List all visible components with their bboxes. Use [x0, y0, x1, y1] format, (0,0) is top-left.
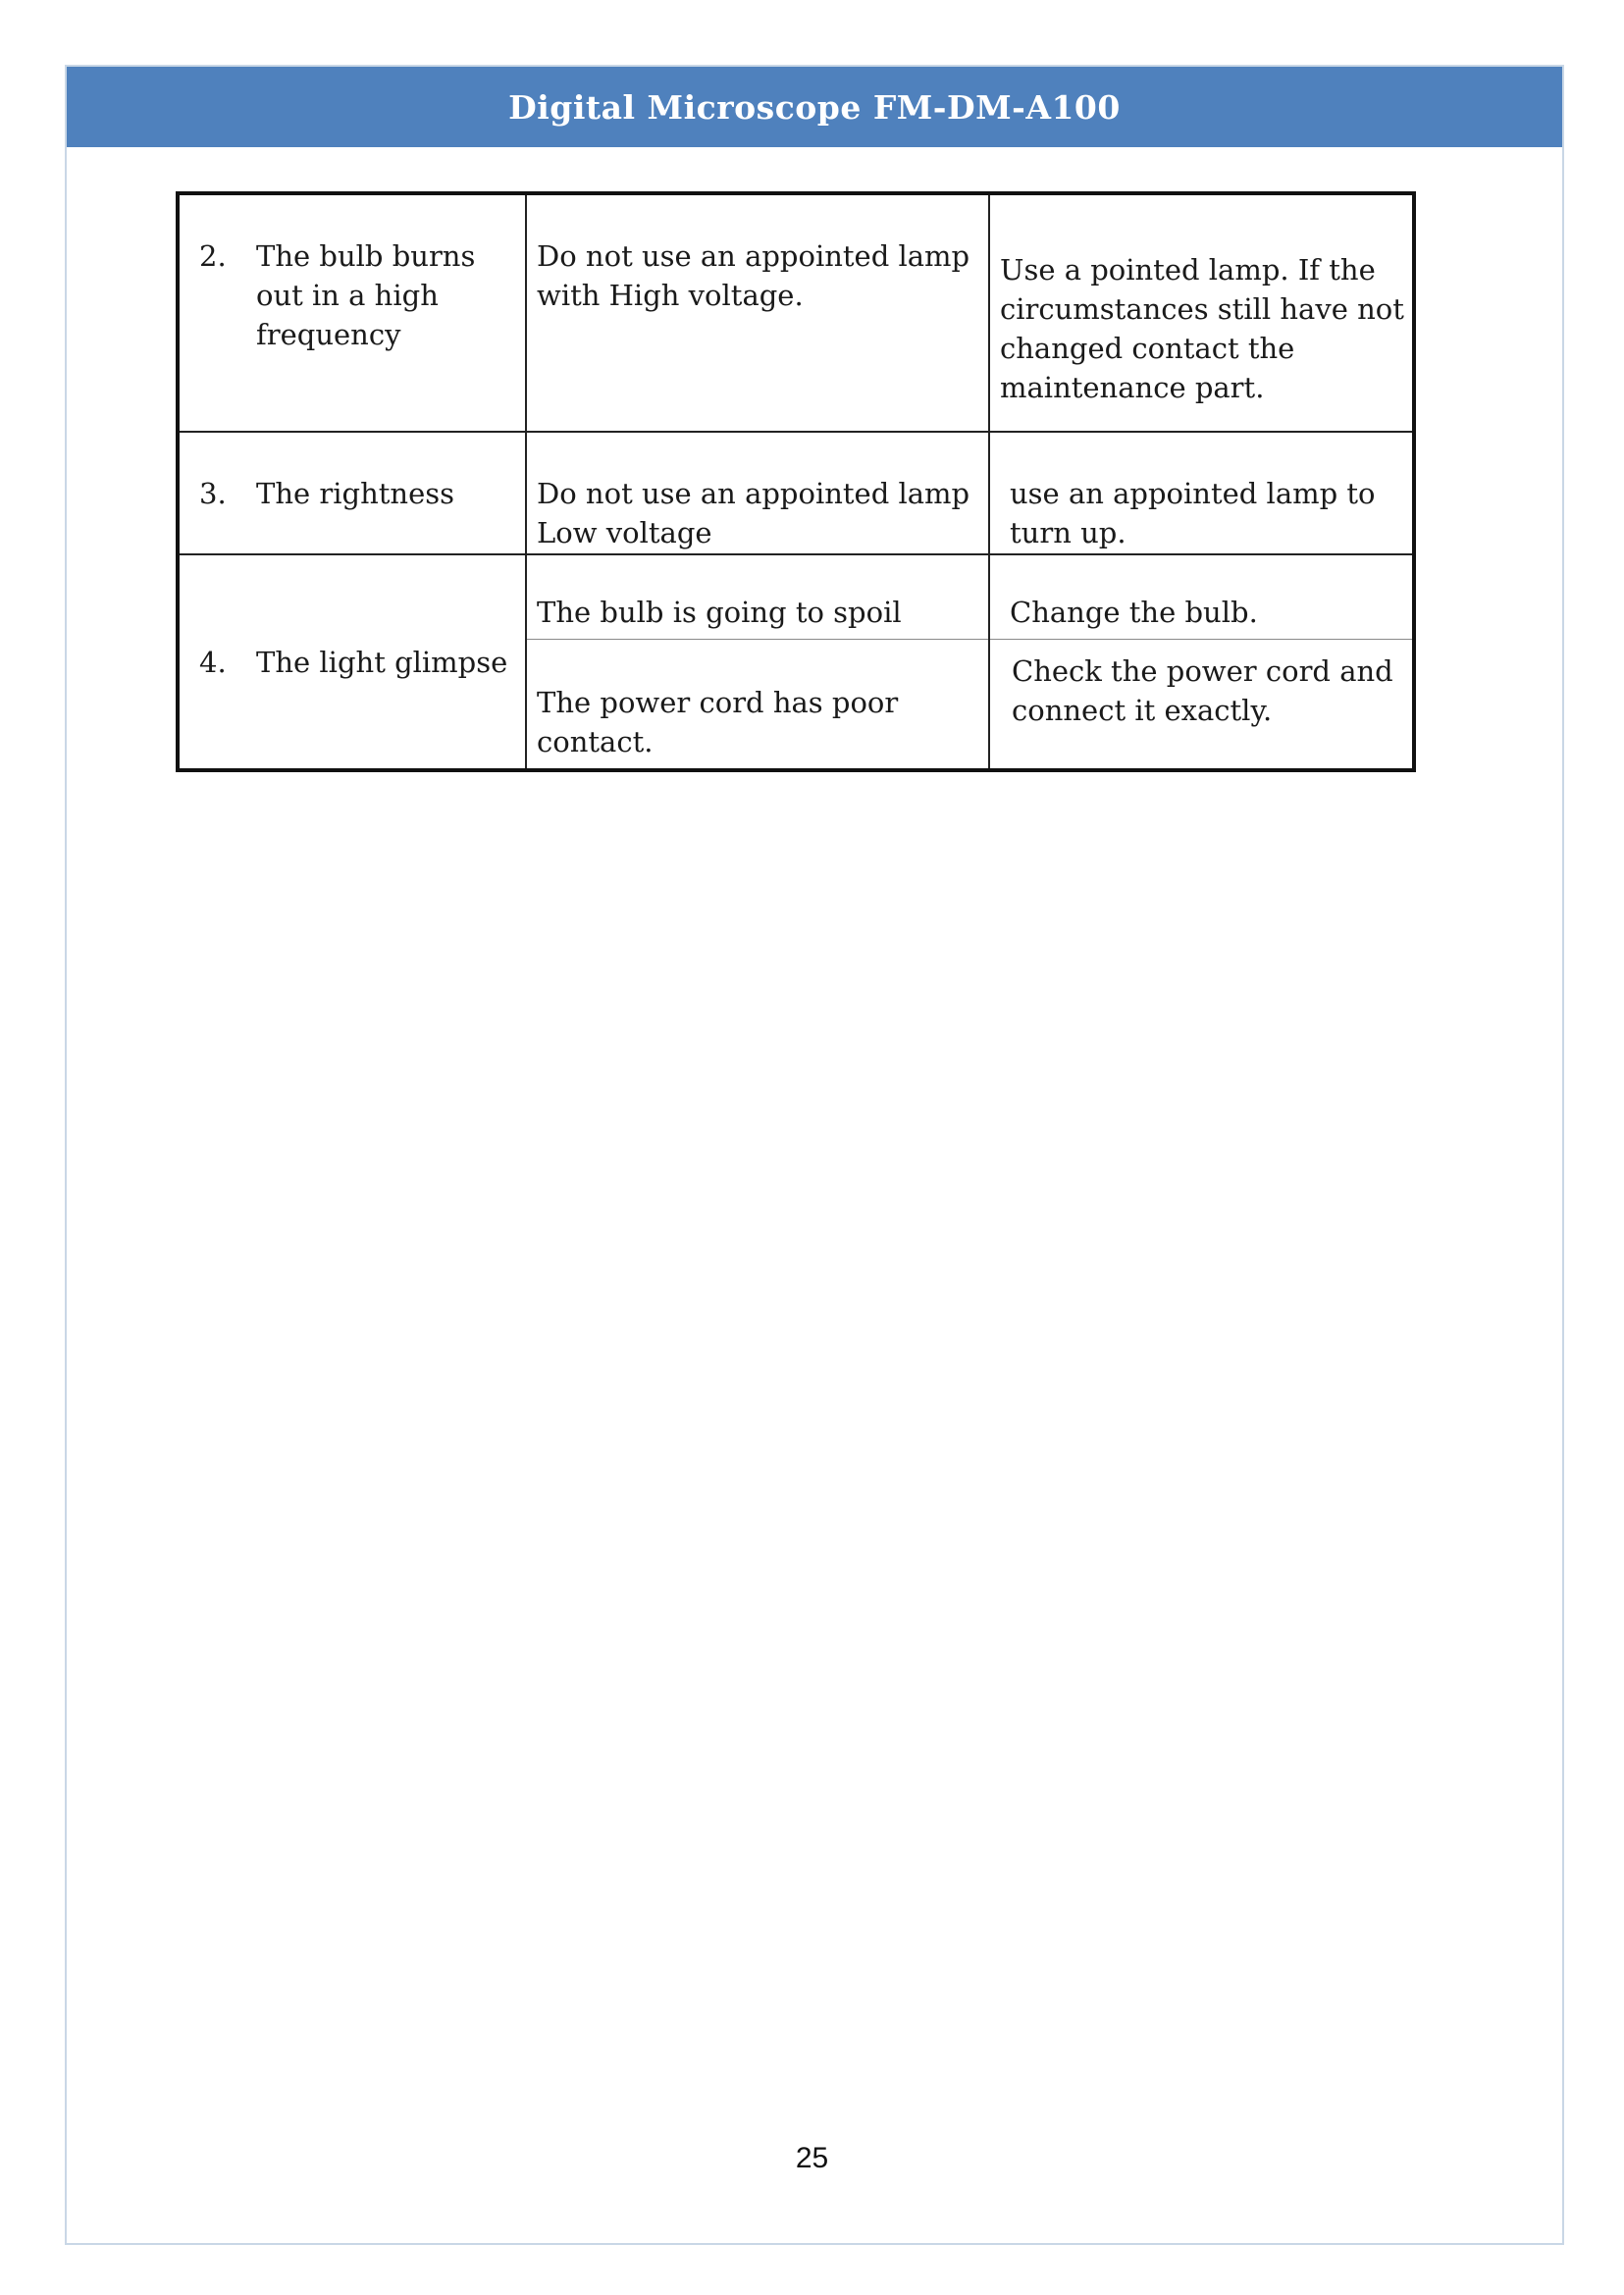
- cause-text: The power cord has poor contact.: [537, 685, 899, 758]
- solution-text: Check the power cord and connect it exactly.: [1012, 653, 1393, 727]
- solution-cell: [989, 432, 1414, 554]
- table-row: [178, 432, 1414, 554]
- solution-text: use an appointed lamp to turn up.: [1010, 477, 1376, 549]
- page-number: 25: [795, 2142, 829, 2174]
- cause-cell: [526, 639, 989, 770]
- solution-cell: [989, 554, 1414, 639]
- table-row: [178, 554, 1414, 639]
- cause-cell: [526, 554, 989, 639]
- troubleshooting-table: [176, 191, 1416, 772]
- problem-number: 4.: [199, 645, 227, 679]
- cause-text: Do not use an appointed lamp with High voltage.: [537, 239, 970, 312]
- problem-text: The light glimpse: [256, 645, 508, 679]
- table-row: [178, 193, 1414, 432]
- solution-text: Change the bulb.: [1010, 596, 1258, 629]
- cause-text: Do not use an appointed lamp Low voltage: [537, 477, 970, 549]
- problem-text: The rightness: [256, 477, 455, 510]
- solution-text: Use a pointed lamp. If the circumstances still have not changed contact the maintenance part.: [1000, 253, 1404, 404]
- problem-cell: [178, 193, 526, 432]
- problem-cell: [178, 554, 526, 770]
- problem-number: 3.: [199, 477, 227, 510]
- problem-cell: [178, 432, 526, 554]
- cause-cell: [526, 193, 989, 432]
- problem-text: The bulb burns out in a high frequency: [256, 239, 476, 351]
- cause-text: The bulb is going to spoil: [537, 596, 902, 629]
- header-band: [67, 67, 1562, 147]
- problem-number: 2.: [199, 239, 227, 273]
- document-title: Digital Microscope FM-DM-A100: [508, 87, 1121, 127]
- solution-cell: [989, 193, 1414, 432]
- cause-cell: [526, 432, 989, 554]
- solution-cell: [989, 639, 1414, 770]
